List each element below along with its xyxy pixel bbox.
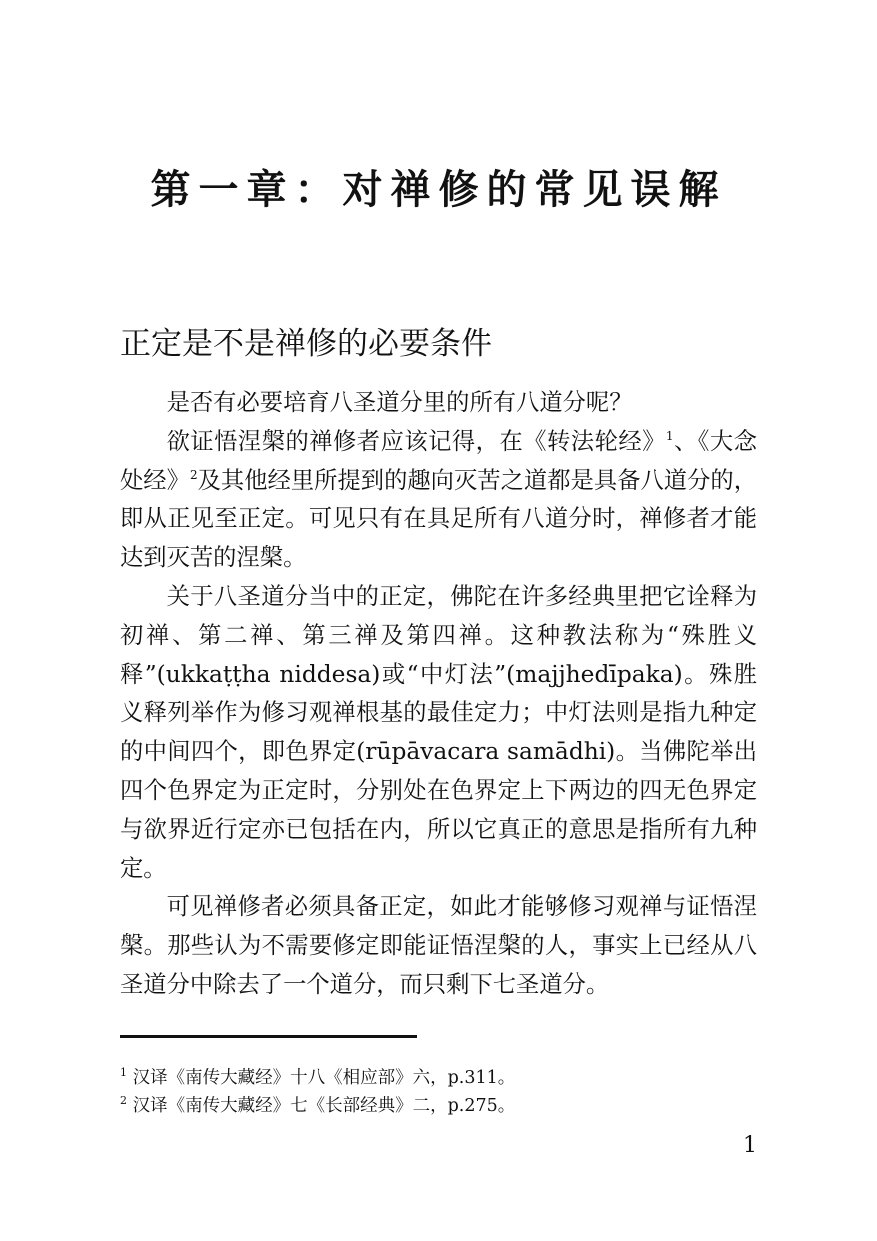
body-text xyxy=(120,384,757,1005)
paragraph-4: 可见禅修者必须具备正定，如此才能够修习观禅与证悟涅槃。那些认为不需要修定即能证悟涅槃的人，事实上已经从八圣道分中除去了一个道分，而只剩下七圣道分。 xyxy=(120,893,757,998)
footnote-ref-1[interactable]: 1 xyxy=(665,428,674,443)
paragraph-3: 关于八圣道分当中的正定，佛陀在许多经典里把它诠释为初禅、第二禅、第三禅及第四禅。这种教法称为“殊胜义释”(ukkaṭṭha niddesa)或“中灯法”(majjhedīpaka)。殊胜义释列举作为修习观禅根基的最佳定力；中灯法则是指九种定的中间四个，即色界定(rūpāvacara samādhi)。当佛陀举出四个色界定为正定时，分别处在色界定上下两边的四无色界定与欲界近行定亦已包括在内，所以它真正的意思是指所有九种定。 xyxy=(120,582,757,882)
footnotes xyxy=(120,1064,757,1120)
footnote-ref-2[interactable]: 2 xyxy=(189,467,198,482)
footnote-divider xyxy=(120,1035,417,1038)
paragraph-2-part-a: 欲证悟涅槃的禅修者应该记得，在《转法轮经》 xyxy=(166,427,666,455)
paragraph-2 xyxy=(120,423,757,578)
paragraph-2-part-b: 、《大念处经》 xyxy=(120,427,758,494)
paragraph-2-part-c: 及其他经里所提到的趣向灭苦之道都是具备八道分的，即从正见至正定。可见只有在具足所有八道分时，禅修者才能达到灭苦的涅槃。 xyxy=(120,466,758,572)
footnote-1 xyxy=(120,1064,757,1092)
footnote-2-text: 汉译《南传大藏经》七《长部经典》二，p.275。 xyxy=(132,1096,516,1116)
footnote-2 xyxy=(120,1092,757,1120)
paragraph-1: 是否有必要培育八圣道分里的所有八道分呢？ xyxy=(166,389,633,416)
footnote-1-text: 汉译《南传大藏经》十八《相应部》六，p.311。 xyxy=(132,1068,516,1088)
chapter-title: 第一章：对禅修的常见误解 xyxy=(150,166,727,213)
page-number: 1 xyxy=(743,1133,757,1158)
footnote-2-number: 2 xyxy=(120,1094,127,1107)
footnote-1-number: 1 xyxy=(120,1066,127,1079)
section-title: 正定是不是禅修的必要条件 xyxy=(120,326,492,362)
